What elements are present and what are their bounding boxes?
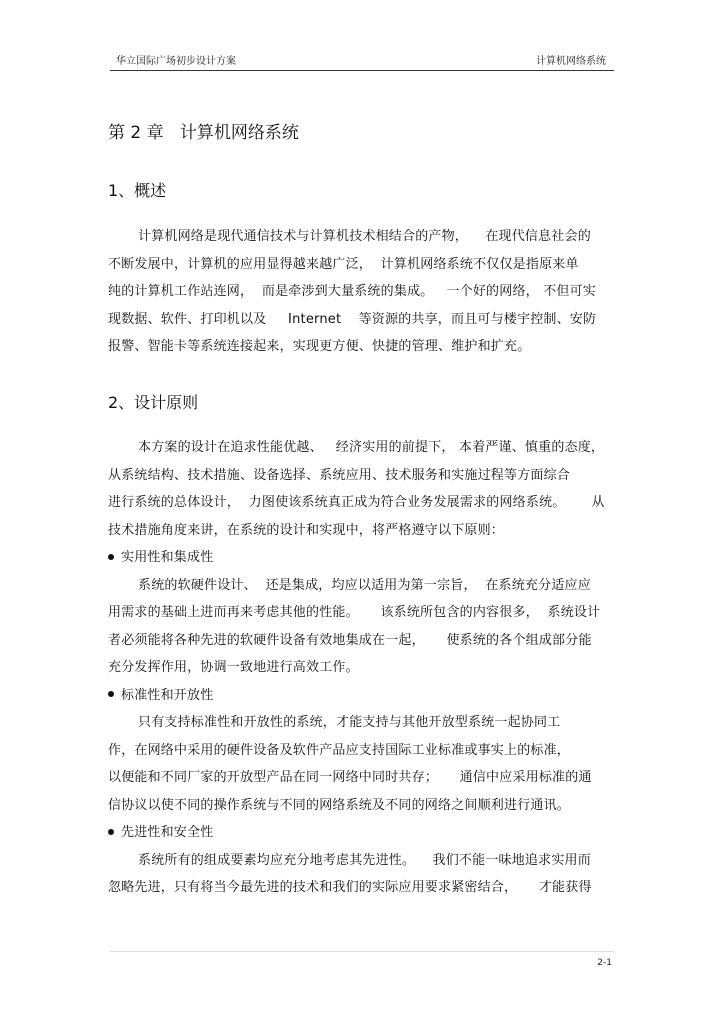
- bullet-dot-icon: [108, 691, 114, 697]
- bullet-item-practicality: [108, 544, 618, 572]
- paragraph-line: 只有支持标准性和开放性的系统，才能支持与其他开放型系统一起协同工: [138, 715, 561, 730]
- section-heading-design-principles: 2、设计原则: [108, 393, 199, 412]
- paragraph-line: 报警、智能卡等系统连接起来，实现更方便、快捷的管理、维护和扩充。: [108, 339, 531, 354]
- bullet-label: 实用性和集成性: [121, 550, 214, 565]
- overview-paragraph: [108, 223, 618, 361]
- bullet-label: 先进性和安全性: [121, 825, 214, 840]
- paragraph-line: 者必须能将各种先进的软硬件设备有效地集成在一起， 使系统的各个组成部分能: [108, 632, 592, 648]
- paragraph-line: 纯的计算机工作站连网， 而是牵涉到大量系统的集成。 一个好的网络， 不但可实: [108, 284, 596, 299]
- paragraph-line: 现数据、软件、打印机以及 Internet 等资源的共享，而且可与楼宇控制、安防: [108, 311, 597, 327]
- chapter-title: 第 2 章 计算机网络系统: [108, 123, 299, 143]
- bullet-label: 标准性和开放性: [121, 687, 214, 703]
- bullet-item-standardization: [108, 682, 618, 710]
- paragraph-line: 系统所有的组成要素均应充分地考虑其先进性。 我们不能一味地追求实用而: [138, 852, 591, 868]
- paragraph-line: 以便能和不同厂家的开放型产品在同一网络中同时共存； 通信中应采用标准的通: [108, 770, 592, 785]
- paragraph-line: 作，在网络中采用的硬件设备及软件产品应支持国际工业标准或事实上的标准，: [108, 742, 571, 758]
- paragraph-line: 从系统结构、技术措施、设备选择、系统应用、技术服务和实施过程等方面综合: [108, 467, 571, 483]
- paragraph-line: 计算机网络是现代通信技术与计算机技术相结合的产物， 在现代信息社会的: [138, 229, 591, 244]
- paragraph-line: 进行系统的总体设计， 力图使该系统真正成为符合业务发展需求的网络系统。 从: [108, 495, 605, 510]
- footer-divider: [110, 951, 614, 952]
- bullet-dot-icon: [108, 554, 114, 560]
- header-divider: [110, 70, 614, 71]
- header-document-title: 华立国际广场初步设计方案: [116, 56, 236, 67]
- paragraph-line: 信协议以使不同的操作系统与不同的网络系统及不同的网络之间顺利进行通讯。: [108, 797, 571, 813]
- page-number: 2-1: [597, 958, 612, 968]
- paragraph-line: 本方案的设计在追求性能优越、 经济实用的前提下， 本着严谨、慎重的态度，: [138, 440, 605, 455]
- paragraph-line: 用需求的基础上进而再来考虑其他的性能。 该系统所包含的内容很多， 系统设计: [108, 605, 601, 620]
- paragraph-line: 充分发挥作用，协调一致地进行高效工作。: [108, 660, 359, 675]
- paragraph-line: 忽略先进，只有将当今最先进的技术和我们的实际应用要求紧密结合， 才能获得: [108, 880, 592, 895]
- header-chapter-name: 计算机网络系统: [536, 56, 606, 67]
- section-heading-overview: 1、概述: [108, 181, 167, 200]
- bullet-item-advancement: [108, 819, 618, 847]
- page-header: [110, 50, 614, 70]
- paragraph-line: 不断发展中，计算机的应用显得越来越广泛， 计算机网络系统不仅仅是指原来单: [108, 256, 579, 272]
- design-principles-body: [108, 434, 618, 902]
- paragraph-line: 系统的软硬件设计、 还是集成，均应以适用为第一宗旨， 在系统充分适应应: [138, 577, 591, 593]
- bullet-dot-icon: [108, 829, 114, 835]
- paragraph-line: 技术措施角度来讲，在系统的设计和实现中，将严格遵守以下原则：: [108, 522, 505, 538]
